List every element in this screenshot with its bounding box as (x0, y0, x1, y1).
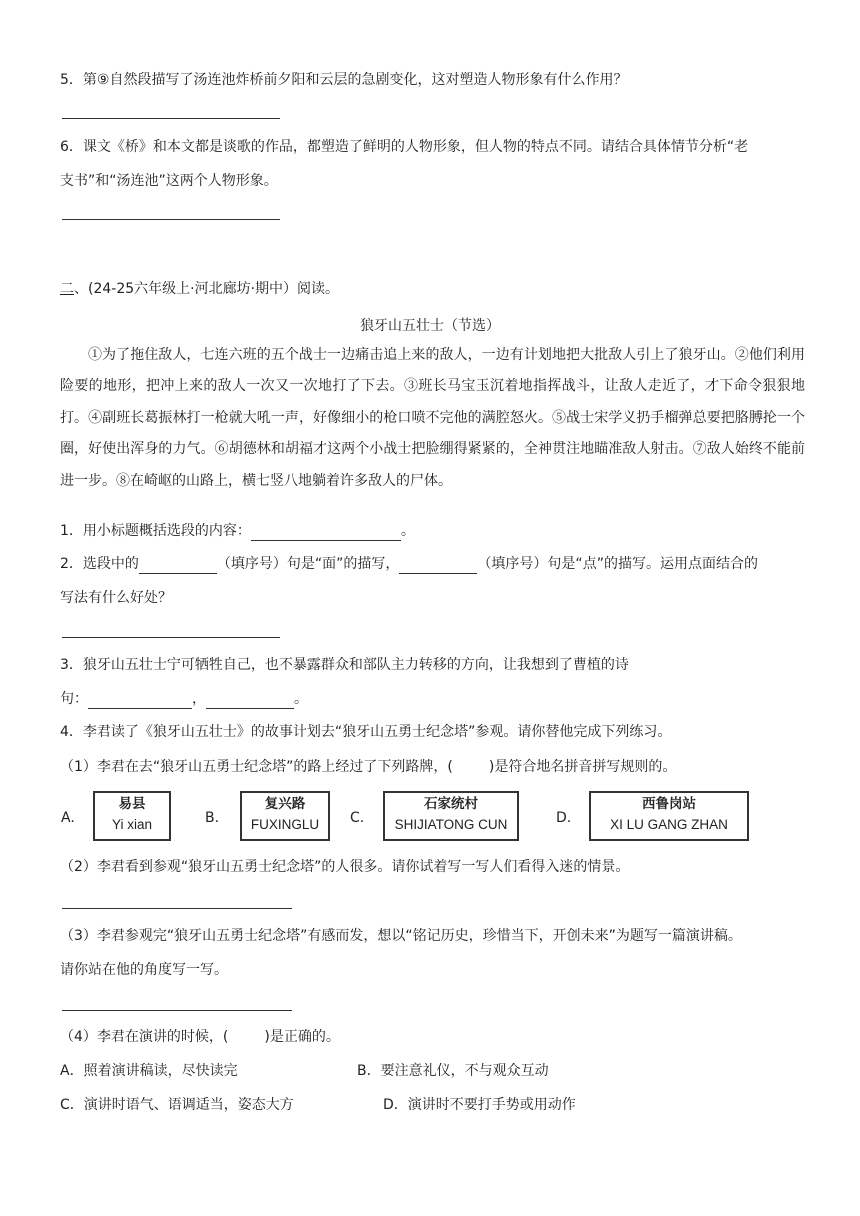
road-sign-c-chinese: 石家统村 (424, 796, 478, 812)
answer-line-q6[interactable] (62, 219, 280, 220)
passage-title: 狼牙山五壮士（节选） (360, 318, 500, 334)
question-4-1-end: )是符合地名拼音拼写规则的。 (488, 759, 677, 775)
question-4-4-end: )是正确的。 (264, 1029, 340, 1045)
choice-a[interactable]: A．照着演讲稿读，尽快读完 (60, 1063, 238, 1079)
question-4-4-text: （4）李君在演讲的时候，( (60, 1029, 229, 1045)
question-4-1-text: （1）李君在去“狼牙山五勇士纪念塔”的路上经过了下列路牌，( (60, 759, 453, 775)
road-sign-b-chinese: 复兴路 (264, 796, 306, 812)
question-6-line2: 支书”和“汤连池”这两个人物形象。 (60, 173, 278, 189)
answer-line-q2[interactable] (62, 637, 280, 638)
sign-option-b-letter[interactable]: B. (205, 810, 220, 826)
choice-c[interactable]: C．演讲时语气、语调适当，姿态大方 (60, 1097, 294, 1113)
question-3-line1: 3．狼牙山五壮士宁可牺牲自己，也不暴露群众和部队主力转移的方向，让我想到了曹植的诗 (60, 657, 629, 673)
question-4-1 (60, 757, 676, 777)
question-1-end: 。 (400, 523, 415, 539)
choice-d[interactable]: D．演讲时不要打手势或用动作 (383, 1097, 576, 1113)
sign-option-c-letter[interactable]: C. (350, 810, 365, 826)
question-2-line2: 写法有什么好处？ (60, 590, 172, 606)
section-heading (60, 279, 339, 299)
question-2-text-b: （填序号）句是“面”的描写， (216, 556, 400, 572)
question-2-text-a: 2．选段中的 (60, 556, 139, 572)
choice-b[interactable]: B．要注意礼仪，不与观众互动 (357, 1063, 549, 1079)
answer-line-q4-3[interactable] (62, 1010, 292, 1011)
sign-option-a-letter[interactable]: A. (61, 810, 75, 826)
question-4-4 (60, 1027, 340, 1047)
question-5: 5．第⑨自然段描写了汤连池炸桥前夕阳和云层的急剧变化，这对塑造人物形象有什么作用？ (60, 72, 628, 88)
question-3-end: 。 (294, 691, 308, 707)
question-6-line1: 6．课文《桥》和本文都是谈歌的作品，都塑造了鲜明的人物形象，但人物的特点不同。请结合具体情节分析“老 (60, 139, 749, 155)
question-2-line1 (60, 554, 758, 574)
sign-option-d-letter[interactable]: D. (556, 810, 572, 826)
question-4-3-line2: 请你站在他的角度写一写。 (60, 962, 228, 978)
section-number: 二 (60, 281, 74, 297)
section-source: 、(24-25六年级上·河北廊坊·期中）阅读。 (74, 281, 340, 297)
answer-blank-q1[interactable] (251, 524, 401, 541)
answer-blank-q2-dian[interactable] (399, 557, 477, 574)
road-sign-c (383, 791, 519, 841)
road-sign-b (240, 791, 330, 841)
answer-blank-q3-1[interactable] (88, 692, 192, 709)
question-3-line2 (60, 689, 308, 709)
question-2-text-c: （填序号）句是“点”的描写。运用点面结合的 (477, 556, 758, 572)
road-sign-d (589, 791, 749, 841)
answer-line-q4-2[interactable] (62, 908, 292, 909)
road-sign-a (93, 791, 171, 841)
question-4-3-line1: （3）李君参观完“狼牙山五勇士纪念塔”有感而发，想以“铭记历史，珍惜当下，开创未来”为题写一篇演讲稿。 (60, 928, 742, 944)
question-4-2: （2）李君看到参观“狼牙山五勇士纪念塔”的人很多。请你试着写一写人们看得入迷的情景。 (60, 859, 630, 875)
road-sign-a-chinese: 易县 (118, 796, 146, 812)
passage-text: ①为了拖住敌人，七连六班的五个战士一边痛击追上来的敌人，一边有计划地把大批敌人引上了狼牙山。②他们利用险要的地形，把冲上来的敌人一次又一次地打了下去。③班长马宝玉沉着地指挥战斗，让敌人走近了，才下命令狠狠地打。④副班长葛振林打一枪就大吼一声，好像细小的枪口喷不完他的满腔怒火。⑤战士宋学义扔手榴弹总要把胳膊抡一个圈，好使出浑身的力气。⑥胡德林和胡福才这两个小战士把脸绷得紧紧的，全神贯注地瞄准敌人射击。⑦敌人始终不能前进一步。⑧在崎岖的山路上，横七竖八地躺着许多敌人的尸体。 (60, 347, 805, 489)
question-1-text: 1．用小标题概括选段的内容： (60, 523, 251, 539)
road-sign-d-pinyin: XI LU GANG ZHAN (610, 817, 728, 832)
question-4: 4．李君读了《狼牙山五壮士》的故事计划去“狼牙山五勇士纪念塔”参观。请你替他完成下列练习。 (60, 724, 672, 740)
question-3-text: 句： (60, 691, 88, 707)
answer-line-q5[interactable] (62, 118, 280, 119)
road-sign-c-pinyin: SHIJIATONG CUN (394, 817, 508, 832)
question-3-comma: ， (192, 691, 206, 707)
road-sign-a-pinyin: Yi xian (111, 817, 153, 832)
answer-blank-q2-mian[interactable] (139, 557, 217, 574)
question-1 (60, 521, 415, 541)
road-sign-d-chinese: 西鲁岗站 (642, 796, 696, 812)
answer-blank-q3-2[interactable] (206, 692, 294, 709)
road-sign-b-pinyin: FUXINGLU (250, 817, 320, 832)
